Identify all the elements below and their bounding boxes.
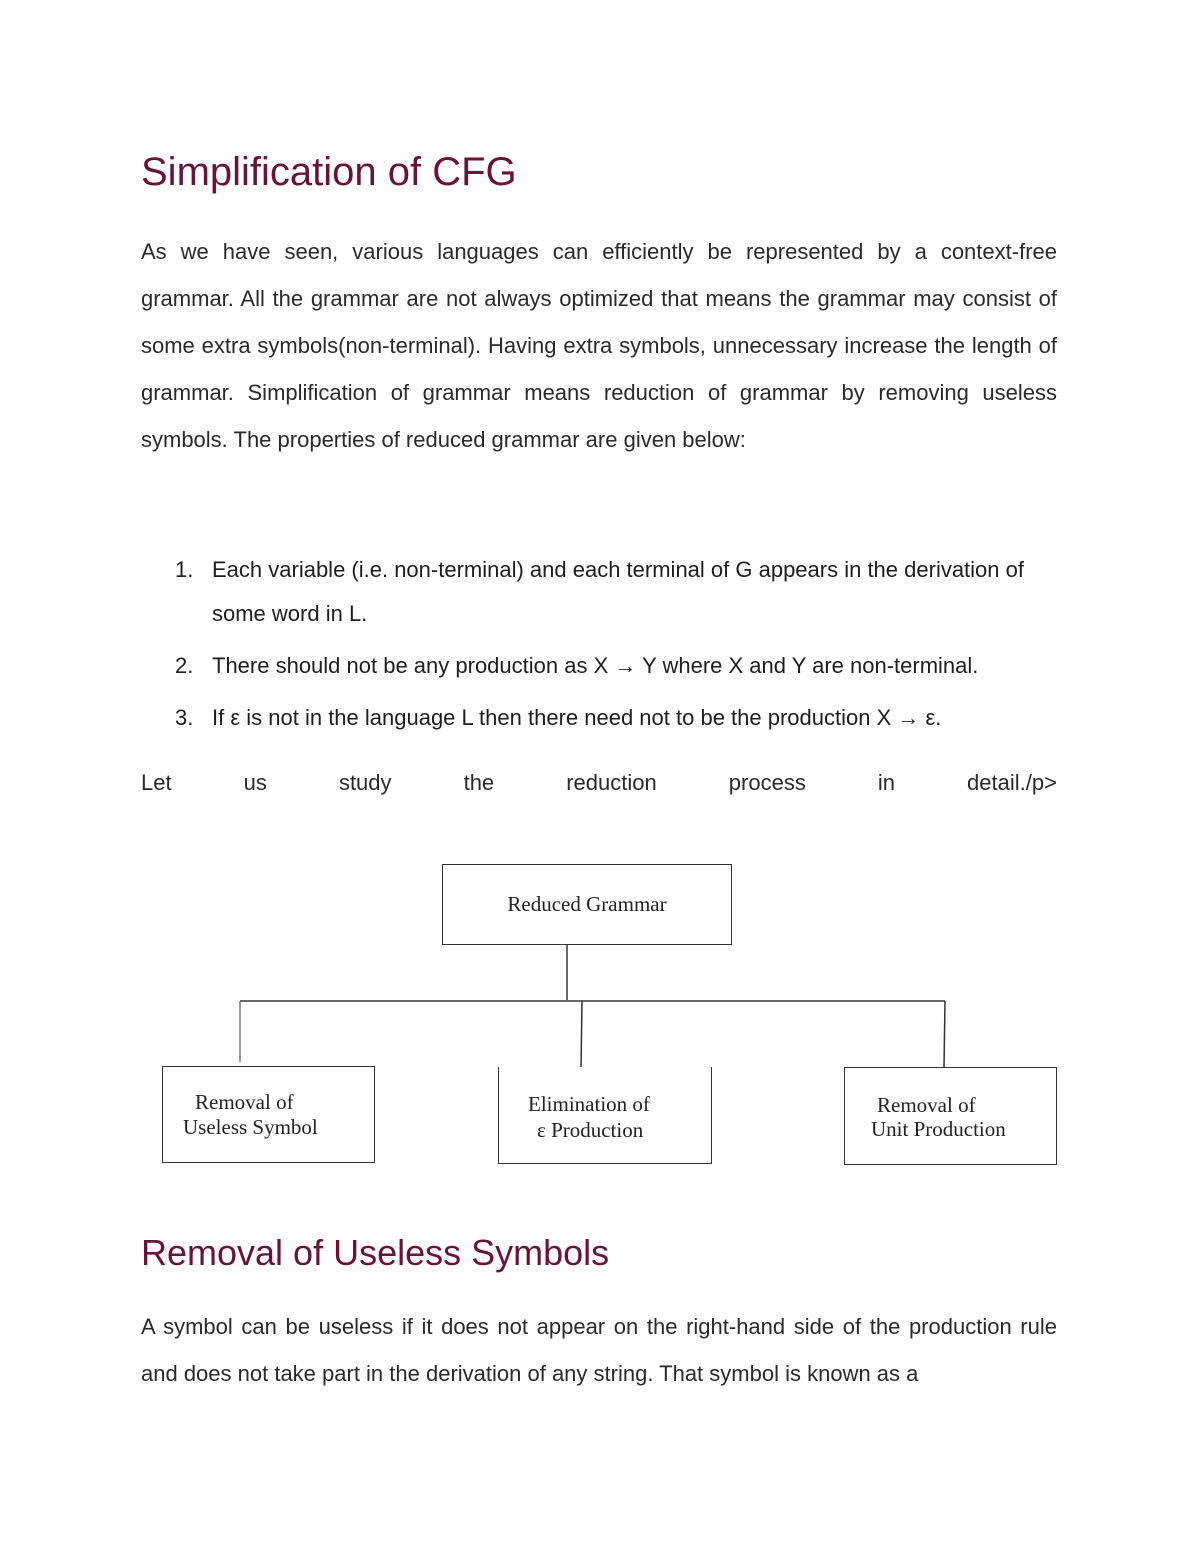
useless-symbol-line1: Removal of — [195, 1090, 294, 1114]
intro-paragraph: As we have seen, various languages can efficiently be represented by a context-free grammar. All the grammar are not always optimized that means the grammar may consist of some extra symbols(non-terminal). Having extra symbols, unnecessary increase the length of grammar. Simplification of grammar means reduction of grammar by removing useless symbols. The properties of reduced grammar are given below: — [141, 239, 1057, 452]
let-line-word: detail./p> — [967, 770, 1057, 795]
branch-right-line — [944, 1001, 945, 1067]
epsilon-production-line2: ε Production — [537, 1118, 644, 1142]
list-item — [141, 696, 1061, 740]
list-item-number: 1. — [175, 557, 194, 582]
reduced-grammar-label: Reduced Grammar — [507, 892, 667, 916]
let-us-study-line — [141, 770, 1057, 796]
list-item — [141, 644, 1061, 688]
unit-production-line1: Removal of — [877, 1093, 976, 1117]
useless-symbol-box — [162, 1066, 375, 1163]
properties-list — [141, 548, 1061, 748]
unit-production-line2: Unit Production — [871, 1117, 1006, 1141]
let-line-word: Let — [141, 770, 172, 795]
section-heading: Removal of Useless Symbols — [141, 1232, 610, 1273]
let-line-word: process — [728, 770, 806, 795]
list-item — [141, 548, 1061, 636]
branch-middle-line — [581, 1001, 582, 1067]
let-line-word: us — [243, 770, 267, 795]
let-line-word: reduction — [566, 770, 657, 795]
list-item-text: If ε is not in the language L then there need not to be the production X → ε. — [212, 705, 942, 730]
epsilon-production-box — [498, 1067, 712, 1164]
list-item-number: 3. — [175, 705, 194, 730]
list-item-number: 2. — [175, 653, 194, 678]
let-line-word: in — [877, 770, 895, 795]
let-line-word: the — [463, 770, 495, 795]
epsilon-production-line1: Elimination of — [528, 1092, 650, 1116]
unit-production-box — [844, 1067, 1057, 1165]
let-line-word: study — [338, 770, 392, 795]
list-item-text: Each variable (i.e. non-terminal) and each terminal of G appears in the derivation of some word in L. — [212, 557, 1024, 626]
page-title: Simplification of CFG — [141, 150, 517, 194]
reduced-grammar-box — [442, 864, 732, 945]
section-paragraph: A symbol can be useless if it does not appear on the right-hand side of the production rule and does not take part in the derivation of any string. That symbol is known as a — [141, 1314, 1057, 1386]
useless-symbol-line2: Useless Symbol — [183, 1115, 318, 1139]
list-item-text: There should not be any production as X → Y where X and Y are non-terminal. — [212, 653, 979, 678]
